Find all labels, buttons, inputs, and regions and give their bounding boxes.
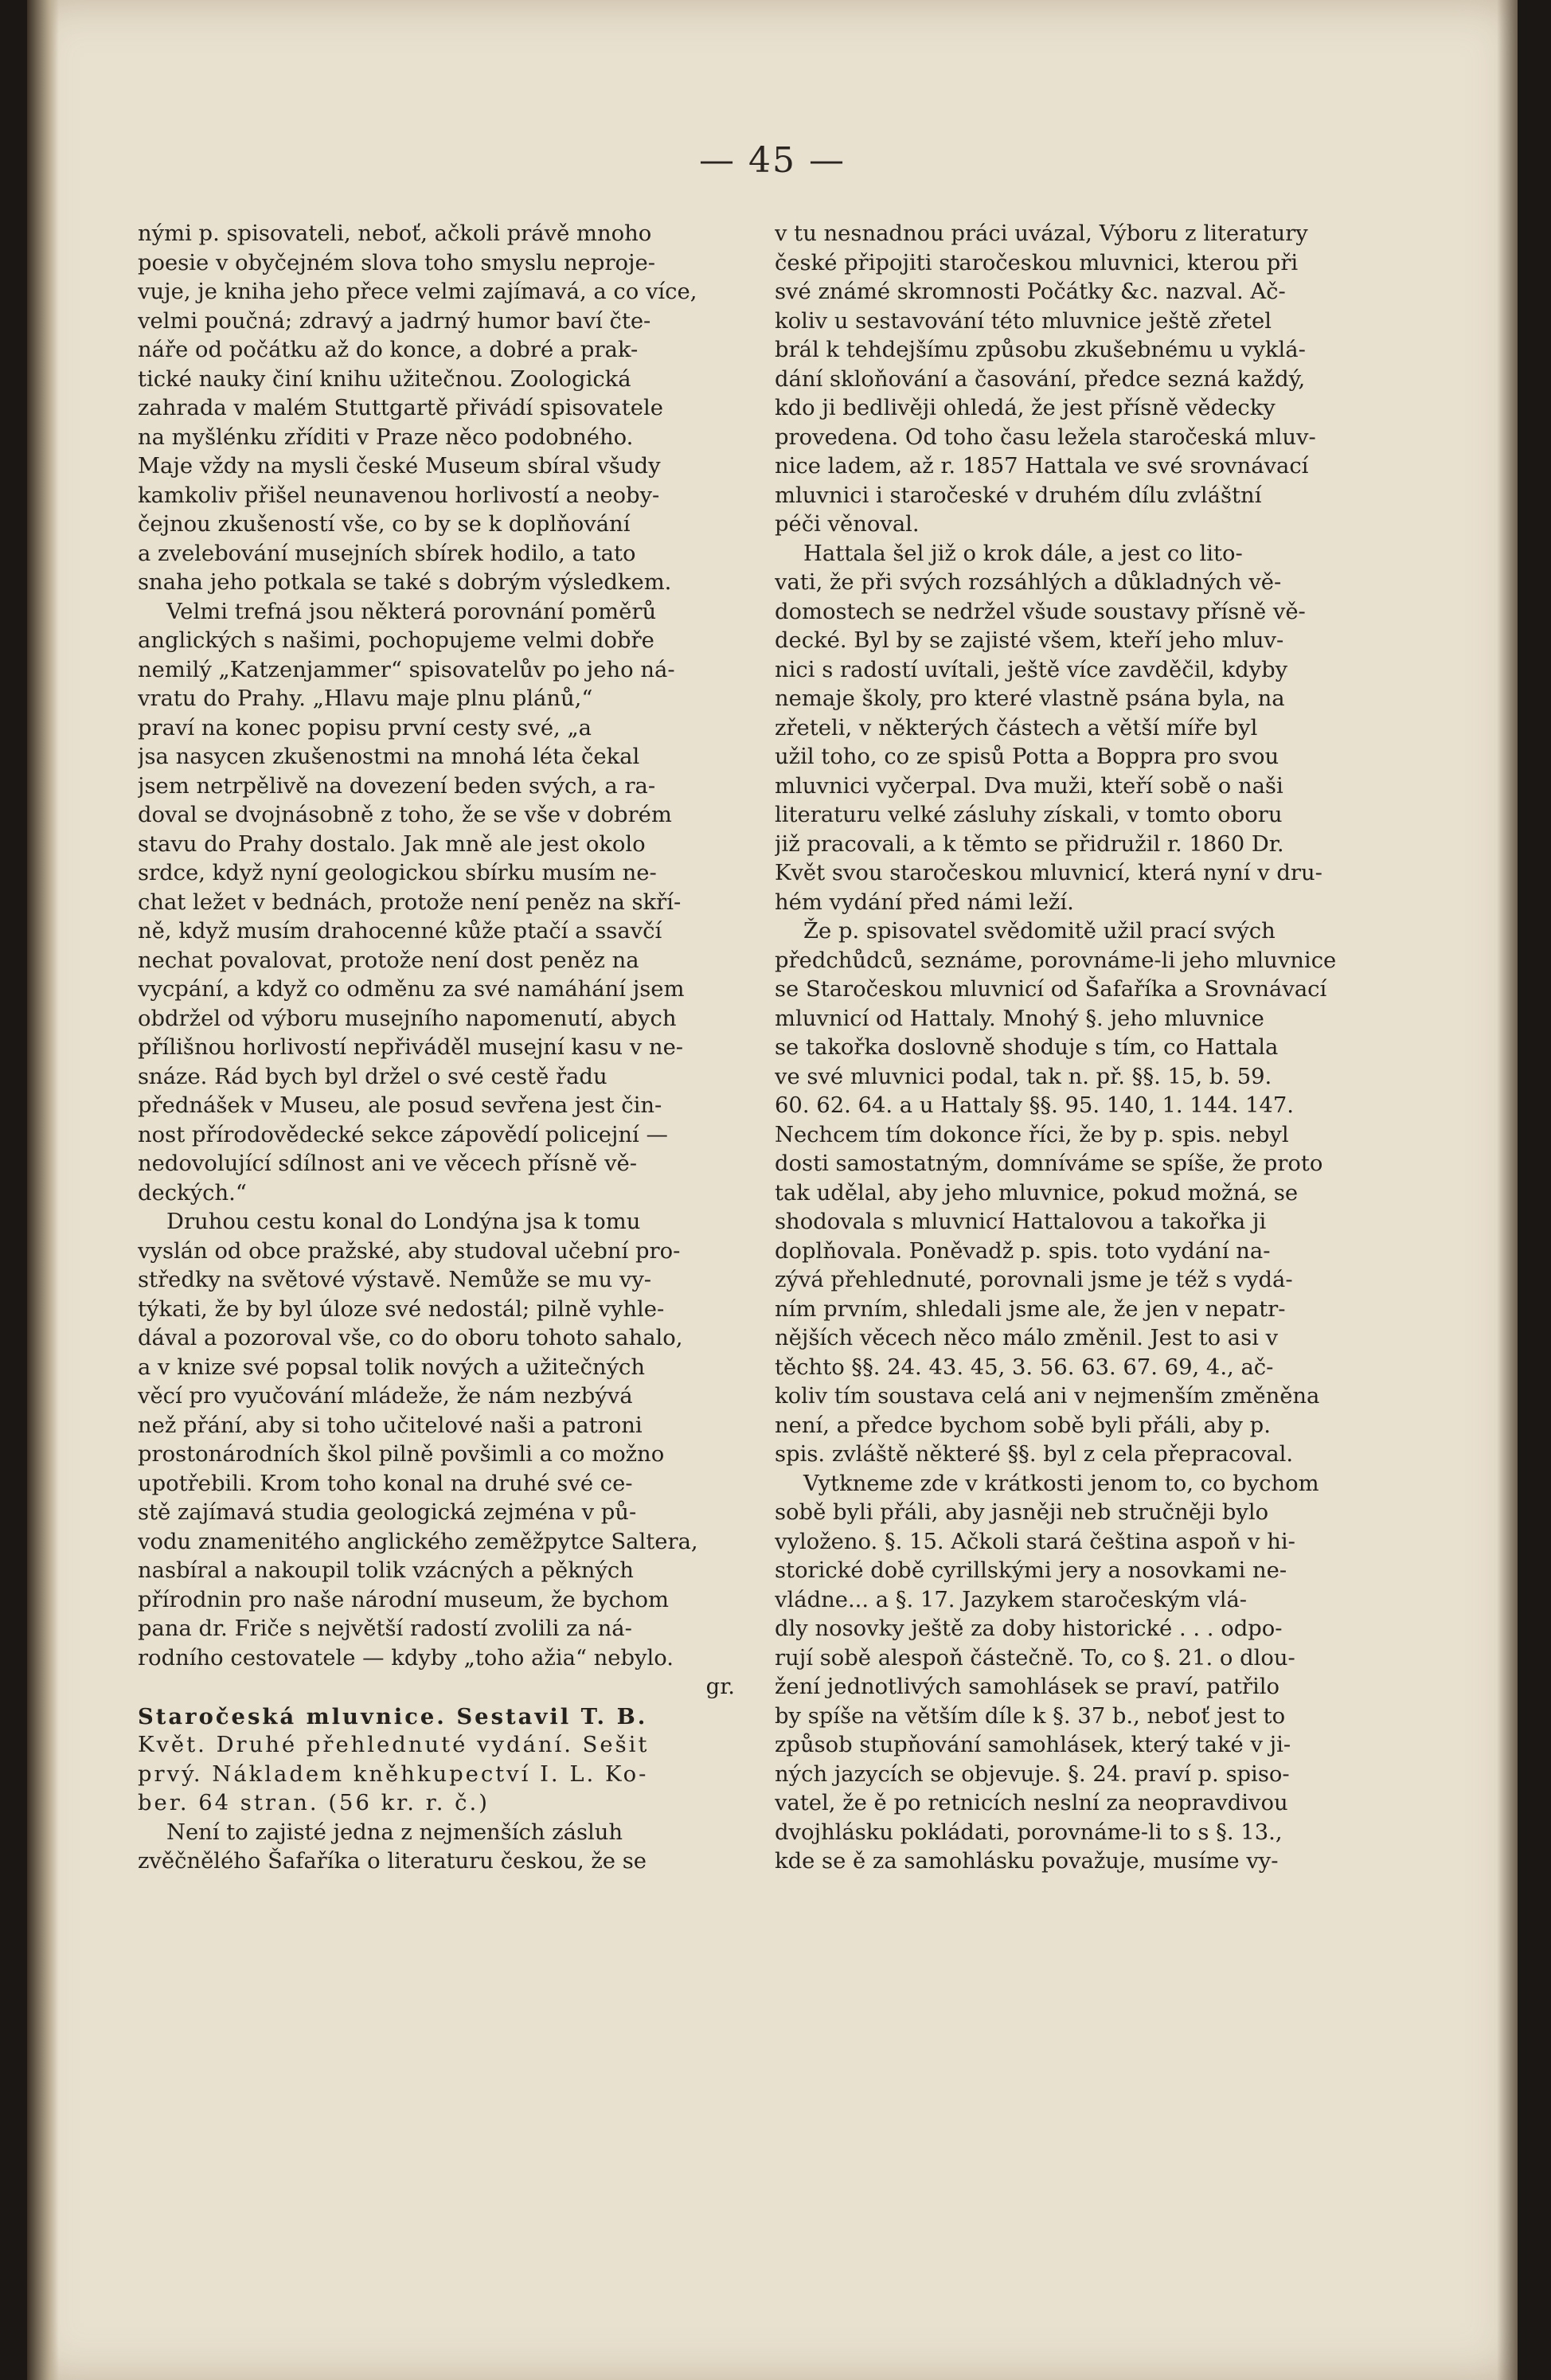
text-line: zvěčnělého Šafaříka o literaturu českou, že se <box>138 1849 647 1874</box>
text-line: Maje vždy na mysli české Museum sbíral všudy <box>138 454 661 479</box>
text-line: gr. <box>705 1675 735 1699</box>
text-line: nici s radostí uvítali, ještě více zavděčil, kdyby <box>775 657 1288 682</box>
text-line: nedovolující sdílnost ani ve věcech přísně vě- <box>138 1151 638 1176</box>
text-line: Druhou cestu konal do Londýna jsa k tomu <box>166 1210 641 1234</box>
text-line: způsob stupňování samohlásek, který také v ji- <box>775 1733 1291 1757</box>
text-line: Není to zajisté jedna z nejmenších zásluh <box>166 1819 623 1845</box>
text-line: kde se ě za samohlásku považuje, musíme vy- <box>775 1849 1279 1874</box>
text-line: již pracovali, a k těmto se přidružil r. 1860 Dr. <box>775 831 1284 857</box>
text-line: by spíše na větším díle k §. 37 b., neboť jest to <box>775 1703 1286 1729</box>
text-line: vodu znamenitého anglického zeměžpytce Saltera, <box>138 1529 698 1554</box>
text-line: literaturu velké zásluhy získali, v tomto oboru <box>775 803 1283 827</box>
text-line: domostech se nedržel všude soustavy přísně vě- <box>775 599 1306 624</box>
text-line: vycpání, a když co odměnu za své namáhání jsem <box>138 977 685 1002</box>
text-line: vyslán od obce pražské, aby studoval učební pro- <box>138 1238 681 1264</box>
text-line: Vytkneme zde v krátkosti jenom to, co bychom <box>803 1471 1319 1496</box>
text-line: mluvnicí od Hattaly. Mnohý §. jeho mluvnice <box>775 1006 1264 1031</box>
text-line: zahrada v malém Stuttgartě přivádí spisovatele <box>138 396 663 420</box>
text-line: snaha jeho potkala se také s dobrým výsledkem. <box>138 570 672 595</box>
text-line: Staročeská mluvnice. Sestavil T. B. <box>138 1703 648 1729</box>
text-line: stě zajímavá studia geologická zejména v pů- <box>138 1500 637 1525</box>
text-line: ním prvním, shledali jsme ale, že jen v nepatr- <box>775 1296 1286 1322</box>
text-line: vuje, je kniha jeho přece velmi zajímavá, a co více, <box>138 279 697 304</box>
text-line: Květ. Druhé přehlednuté vydání. Sešit <box>138 1733 650 1757</box>
text-line: vratu do Prahy. „Hlavu maje plnu plánů,“ <box>138 686 593 711</box>
text-line: než přání, aby si toho učitelové naši a patroni <box>138 1413 643 1438</box>
text-line: v tu nesnadnou práci uvázal, Výboru z literatury <box>775 221 1308 246</box>
page-gutter-shadow <box>27 0 59 2380</box>
text-line: přílišnou horlivostí nepřiváděl musejní kasu v ne- <box>138 1035 684 1060</box>
text-line: praví na konec popisu první cesty své, „a <box>138 715 592 741</box>
text-line: nasbíral a nakoupil tolik vzácných a pěkných <box>138 1558 634 1583</box>
text-line: nost přírodovědecké sekce zápovědí policejní — <box>138 1122 668 1147</box>
text-line: vyloženo. §. 15. Ačkoli stará čeština aspoň v hi- <box>775 1529 1295 1554</box>
text-line: se Staročeskou mluvnicí od Šafaříka a Srovnávací <box>775 977 1327 1002</box>
text-line: nemaje školy, pro které vlastně psána byla, na <box>775 686 1285 711</box>
text-line: zývá přehlednuté, porovnali jsme je též s vydá- <box>775 1268 1293 1292</box>
text-line: Velmi trefná jsou některá porovnání poměrů <box>166 599 657 624</box>
text-line: předchůdců, seznáme, porovnáme-li jeho mluvnice <box>775 948 1337 973</box>
text-line: provedena. Od toho času ležela staročeská mluv- <box>775 424 1316 450</box>
text-line: nějších věcech něco málo změnil. Jest to asi v <box>775 1326 1279 1350</box>
text-line: dosti samostatným, domníváme se spíše, že proto <box>775 1151 1323 1176</box>
text-line: deckých.“ <box>138 1180 247 1206</box>
text-line: dání skloňování a časování, předce sezná každý, <box>775 366 1306 392</box>
text-line: koliv u sestavování této mluvnice ještě zřetel <box>775 308 1272 334</box>
text-line: dly nosovky ještě za doby historické . . . odpo- <box>775 1616 1283 1641</box>
text-line: středky na světové výstavě. Nemůže se mu vy- <box>138 1268 652 1292</box>
text-line: a zvelebování musejních sbírek hodilo, a tato <box>138 541 636 566</box>
page-number: — 45 — <box>699 140 846 181</box>
text-line: a v knize své popsal tolik nových a užitečných <box>138 1354 646 1380</box>
text-line: Nechcem tím dokonce říci, že by p. spis. nebyl <box>775 1122 1289 1147</box>
text-line: nice ladem, až r. 1857 Hattala ve své srovnávací <box>775 454 1309 479</box>
text-line: nechat povalovat, protože není dost peněz na <box>138 948 639 973</box>
text-line: Že p. spisovatel svědomitě užil prací svých <box>803 919 1276 944</box>
text-line: jsem netrpělivě na dovezení beden svých, a ra- <box>138 773 656 799</box>
text-line: věcí pro vyučování mládeže, že nám nezbývá <box>138 1384 633 1409</box>
text-line: brál k tehdejšímu způsobu zkušebnému u vyklá- <box>775 338 1306 362</box>
text-line: mluvnici i staročeské v druhém dílu zvláštní <box>775 483 1262 508</box>
text-line: kamkoliv přišel neunavenou horlivostí a neoby- <box>138 483 660 508</box>
text-line: doplňovala. Poněvadž p. spis. toto vydání na- <box>775 1238 1271 1264</box>
text-line: tické nauky činí knihu užitečnou. Zoologická <box>138 366 631 392</box>
left-column <box>138 220 735 1877</box>
text-line: zřeteli, v některých částech a větší míře byl <box>775 715 1258 741</box>
text-line: rodního cestovatele — kdyby „toho ažia“ nebylo. <box>138 1645 674 1671</box>
text-line: chat ležet v bednách, protože není peněz na skří- <box>138 889 682 915</box>
text-line: snáze. Rád bych byl držel o své cestě řadu <box>138 1064 608 1089</box>
text-line: žení jednotlivých samohlásek se praví, patřilo <box>775 1675 1279 1699</box>
text-line: spis. zvláště některé §§. byl z cela přepracoval. <box>775 1442 1294 1467</box>
text-line: není, a předce bychom sobě byli přáli, aby p. <box>775 1413 1271 1438</box>
text-line: doval se dvojnásobně z toho, že se vše v dobrém <box>138 803 672 827</box>
text-line: Hattala šel již o krok dále, a jest co lito- <box>803 541 1243 566</box>
text-line: péči věnoval. <box>775 512 920 537</box>
text-line: pana dr. Friče s největší radostí zvolili za ná- <box>138 1616 632 1641</box>
text-line: 60. 62. 64. a u Hattaly §§. 95. 140, 1. 144. 147. <box>775 1093 1294 1118</box>
text-line: anglických s našimi, pochopujeme velmi dobře <box>138 628 654 653</box>
text-line: přednášek v Museu, ale posud sevřena jest čin- <box>138 1093 662 1118</box>
text-line: upotřebili. Krom toho konal na druhé své ce- <box>138 1471 633 1496</box>
text-line: čejnou zkušeností vše, co by se k doplňování <box>138 512 631 537</box>
text-line: kdo ji bedlivěji ohledá, že jest přísně vědecky <box>775 396 1276 420</box>
text-line: dvojhlásku pokládati, porovnáme-li to s §. 13., <box>775 1819 1283 1845</box>
text-line: stavu do Prahy dostalo. Jak mně ale jest okolo <box>138 831 646 857</box>
text-line: ber. 64 stran. (56 kr. r. č.) <box>138 1791 490 1815</box>
text-line: vatel, že ě po retnicích neslní za neopravdivou <box>775 1791 1288 1815</box>
text-line: prostonárodních škol pilně povšimli a co možno <box>138 1442 665 1467</box>
text-line: tak udělal, aby jeho mluvnice, pokud možná, se <box>775 1180 1299 1206</box>
text-line: nými p. spisovateli, neboť, ačkoli právě mnoho <box>138 221 652 246</box>
book-page <box>27 0 1518 2380</box>
right-column <box>775 220 1372 1877</box>
text-line: koliv tím soustava celá ani v nejmenším změněna <box>775 1384 1320 1409</box>
text-line: mluvnici vyčerpal. Dva muži, kteří sobě o naši <box>775 773 1283 799</box>
page-edge-shadow <box>1497 0 1518 2380</box>
text-line: decké. Byl by se zajisté všem, kteří jeho mluv- <box>775 628 1284 653</box>
text-line: přírodnin pro naše národní museum, že bychom <box>138 1587 669 1612</box>
text-line: vládne... a §. 17. Jazykem staročeským vlá- <box>775 1587 1248 1612</box>
text-line: rují sobě alespoň částečně. To, co §. 21. o dlou- <box>775 1645 1295 1671</box>
text-line: srdce, když nyní geologickou sbírku musím ne- <box>138 861 657 885</box>
text-line: velmi poučná; zdravý a jadrný humor baví čte- <box>138 308 651 334</box>
text-line: ve své mluvnici podal, tak n. př. §§. 15, b. 59. <box>775 1064 1272 1089</box>
text-line: storické době cyrillskými jery a nosovkami ne- <box>775 1558 1287 1583</box>
text-line: ně, když musím drahocenné kůže ptačí a ssavčí <box>138 919 662 944</box>
text-line: své známé skromnosti Počátky &c. nazval. Ač- <box>775 279 1286 304</box>
text-line: prvý. Nákladem kněhkupectví I. L. Ko- <box>138 1761 649 1787</box>
text-line: se takořka doslovně shoduje s tím, co Hattala <box>775 1035 1279 1060</box>
text-line: obdržel od výboru musejního napomenutí, abych <box>138 1006 677 1031</box>
text-line: české připojiti staročeskou mluvnici, kterou při <box>775 250 1299 276</box>
text-line: náře od počátku až do konce, a dobré a prak- <box>138 338 639 362</box>
text-line: jsa nasycen zkušenostmi na mnohá léta čekal <box>138 744 640 769</box>
text-line: těchto §§. 24. 43. 45, 3. 56. 63. 67. 69, 4., ač- <box>775 1354 1274 1380</box>
text-line: na myšlénku zříditi v Praze něco podobného. <box>138 424 634 450</box>
text-line: sobě byli přáli, aby jasněji neb stručněji bylo <box>775 1500 1269 1525</box>
text-line: ných jazycích se objevuje. §. 24. praví p. spiso- <box>775 1761 1290 1787</box>
text-line: vati, že při svých rozsáhlých a důkladných vě- <box>775 570 1282 595</box>
text-line: hém vydání před námi leží. <box>775 889 1074 915</box>
text-line: poesie v obyčejném slova toho smyslu neproje- <box>138 250 655 276</box>
text-line: Květ svou staročeskou mluvnicí, která nyní v dru- <box>775 861 1322 885</box>
text-line: dával a pozoroval vše, co do oboru tohoto sahalo, <box>138 1326 683 1350</box>
text-line: užil toho, co ze spisů Potta a Boppra pro svou <box>775 744 1279 769</box>
text-line: nemilý „Katzenjammer“ spisovatelův po jeho ná- <box>138 657 675 682</box>
text-line: týkati, že by byl úloze své nedostál; pilně vyhle- <box>138 1296 665 1322</box>
text-line: shodovala s mluvnicí Hattalovou a takořka ji <box>775 1210 1267 1234</box>
